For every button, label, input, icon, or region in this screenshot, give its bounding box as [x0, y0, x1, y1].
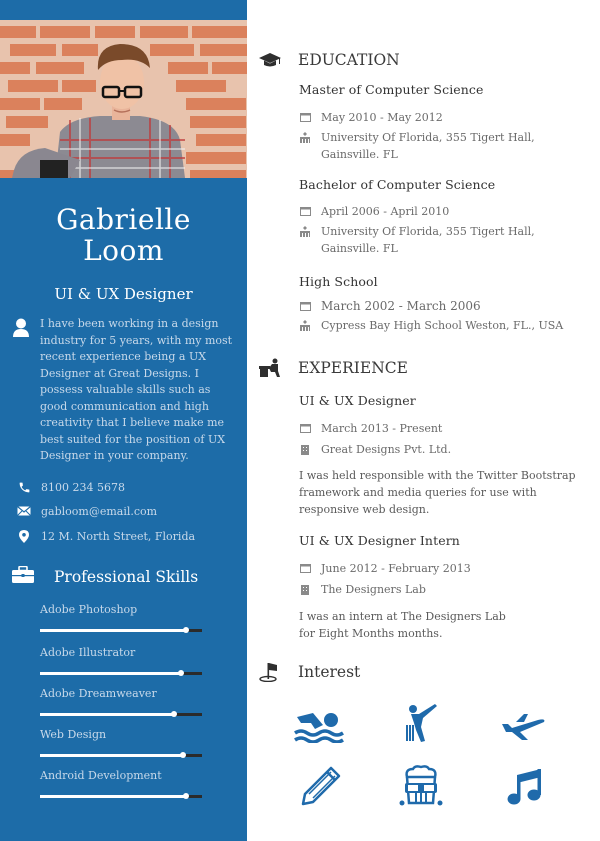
pencil-icon: [291, 764, 351, 808]
skills-heading: [12, 566, 198, 587]
education-place: University Of Florida, 355 Tigert Hall, Gainsville. FL: [299, 223, 589, 257]
cricket-icon: [393, 700, 453, 744]
job-description: I was an intern at The Designers Lab for Eight Months months.: [299, 610, 506, 640]
profile-photo: [0, 20, 247, 178]
interest-grid: [287, 700, 577, 810]
contact-address: [17, 529, 237, 543]
skills-title: Professional Skills: [54, 567, 199, 586]
education-place: University Of Florida, 355 Tigert Hall, Gainsville. FL: [299, 129, 589, 163]
user-icon: [12, 316, 32, 465]
flag-icon: [259, 662, 281, 682]
skill-label: Adobe Dreamweaver: [40, 687, 157, 700]
calendar-icon: [299, 420, 311, 437]
calendar-icon: [299, 560, 311, 577]
institution-icon: [299, 317, 311, 334]
skill-item: [40, 769, 202, 782]
education-heading: [259, 50, 400, 70]
interest-heading: [259, 662, 360, 682]
skill-bar: [40, 795, 202, 798]
briefcase-icon: [12, 566, 34, 587]
building-icon: [299, 441, 311, 458]
first-name: Gabrielle: [56, 203, 191, 236]
contact-phone: [17, 480, 237, 494]
full-name: [0, 204, 247, 266]
job-description: I was held responsible with the Twitter Bootstrap framework and media queries for use with responsive web design.: [299, 469, 576, 516]
skill-label: Adobe Photoshop: [40, 603, 138, 616]
skill-label: Adobe Illustrator: [40, 646, 136, 659]
skill-label: Android Development: [40, 769, 162, 782]
skill-item: [40, 687, 202, 700]
education-dates: May 2010 - May 2012: [299, 109, 589, 126]
skill-item: [40, 728, 202, 741]
about-section: [12, 316, 237, 465]
desk-worker-icon: [259, 358, 281, 378]
education-dates: March 2002 - March 2006: [299, 298, 589, 315]
education-title: EDUCATION: [298, 51, 400, 69]
education-place: Cypress Bay High School Weston, FL., USA: [299, 317, 589, 334]
skill-bar: [40, 629, 202, 632]
skill-bar: [40, 713, 202, 716]
job-dates: June 2012 - February 2013: [299, 560, 589, 577]
envelope-icon: [17, 504, 31, 518]
calendar-icon: [299, 203, 311, 220]
interest-title: Interest: [298, 663, 361, 681]
address-text: 12 M. North Street, Florida: [41, 529, 196, 543]
contact-email: [17, 504, 237, 518]
institution-icon: [299, 129, 311, 163]
phone-text: 8100 234 5678: [41, 480, 125, 494]
experience-heading: [259, 358, 408, 378]
swimming-icon: [289, 704, 349, 748]
skill-item: [40, 646, 202, 659]
degree-title: Bachelor of Computer Science: [299, 177, 496, 192]
skill-bar: [40, 754, 202, 757]
institution-icon: [299, 223, 311, 257]
job-title: UI & UX Designer: [54, 285, 193, 303]
airplane-icon: [493, 704, 553, 748]
phone-icon: [17, 480, 31, 494]
graduation-cap-icon: [259, 50, 281, 70]
main-content: [247, 0, 600, 841]
popcorn-3d-glasses-icon: [391, 764, 451, 808]
degree-title: Master of Computer Science: [299, 82, 484, 97]
sidebar: [0, 0, 247, 841]
music-note-icon: [495, 764, 555, 808]
skill-item: [40, 603, 202, 616]
calendar-icon: [299, 109, 311, 126]
degree-title: High School: [299, 274, 378, 289]
experience-title: EXPERIENCE: [298, 359, 408, 377]
job-company: The Designers Lab: [299, 581, 589, 598]
job-dates: March 2013 - Present: [299, 420, 589, 437]
last-name: Loom: [83, 234, 164, 267]
building-icon: [299, 581, 311, 598]
skill-bar: [40, 672, 202, 675]
about-text: I have been working in a design industry for 5 years, with my most recent experience being a UX Designer at Great Designs. I possess valuable skills such as good communication and high creativity that I believe make me best suited for the position of UX Designer in your company.: [40, 317, 233, 462]
job-role: UI & UX Designer: [299, 393, 416, 408]
job-role: UI & UX Designer Intern: [299, 533, 460, 548]
calendar-icon: [299, 298, 311, 315]
education-dates: April 2006 - April 2010: [299, 203, 589, 220]
job-company: Great Designs Pvt. Ltd.: [299, 441, 589, 458]
skill-label: Web Design: [40, 728, 107, 741]
map-pin-icon: [17, 529, 31, 543]
email-text: gabloom@email.com: [41, 504, 158, 518]
